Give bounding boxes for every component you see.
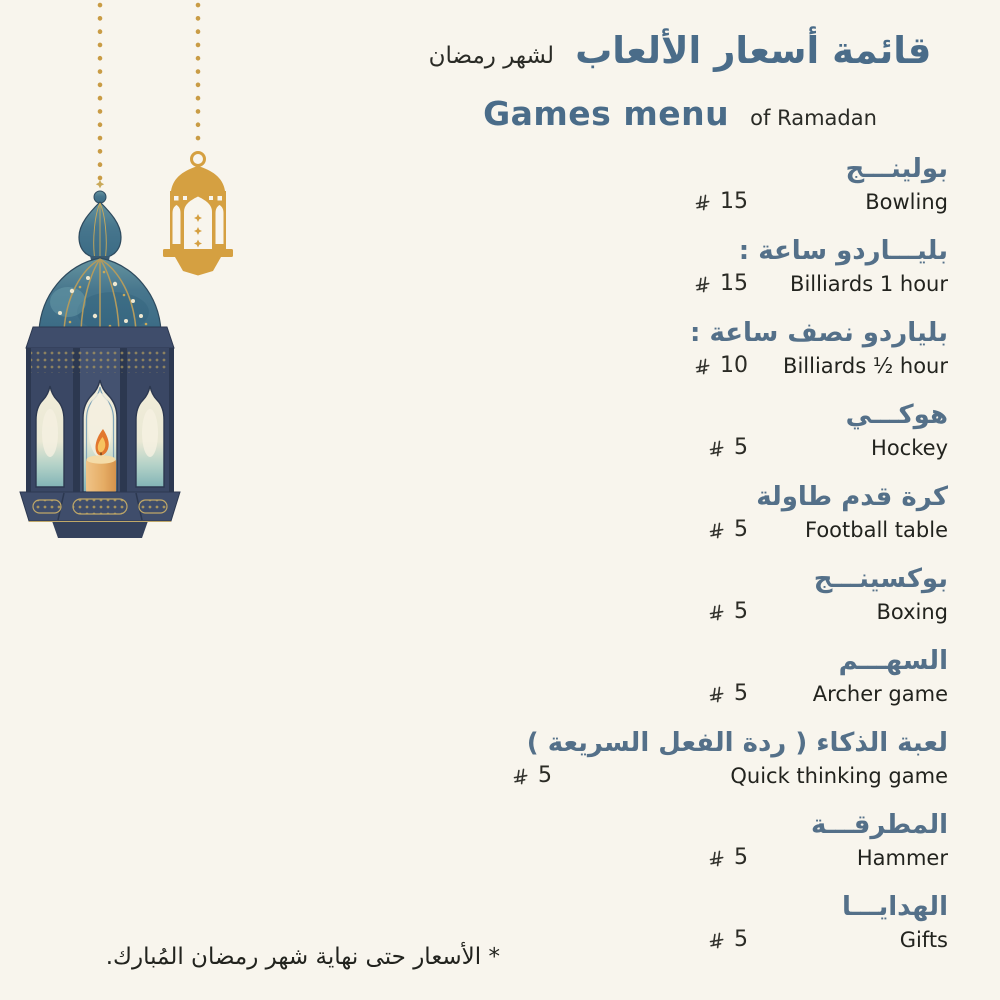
item-price — [695, 351, 748, 381]
item-price-row — [527, 515, 948, 547]
menu-header — [400, 24, 960, 143]
menu-item — [527, 726, 948, 793]
saudi-riyal-icon — [695, 358, 710, 375]
price-value: 5 — [538, 763, 552, 788]
arabic-title-line — [400, 24, 960, 85]
item-price — [695, 187, 748, 217]
item-name-english: Hammer — [856, 846, 948, 870]
gold-lantern — [163, 153, 233, 276]
menu-item — [527, 644, 948, 711]
menu-item — [527, 398, 948, 465]
item-price — [709, 843, 748, 873]
item-price-row — [527, 269, 948, 301]
item-price — [709, 433, 748, 463]
item-name-english: Billiards 1 hour — [790, 272, 948, 296]
item-price-row — [527, 843, 948, 875]
english-title-line — [400, 91, 960, 143]
saudi-riyal-icon — [709, 932, 724, 949]
price-value: 5 — [734, 517, 748, 542]
item-name-arabic: لعبة الذكاء ( ردة الفعل السريعة ) — [526, 728, 948, 758]
price-validity-note: * الأسعار حتى نهاية شهر رمضان المُبارك. — [105, 944, 500, 970]
page-subtitle-english: of Ramadan — [750, 106, 877, 130]
menu-item — [527, 316, 948, 383]
item-name-arabic: السهـــم — [838, 646, 948, 676]
item-price — [709, 515, 748, 545]
item-name-english: Archer game — [812, 682, 948, 706]
item-price-row — [527, 597, 948, 629]
page-subtitle-arabic: لشهر رمضان — [428, 43, 555, 69]
price-value: 5 — [734, 927, 748, 952]
price-value: 10 — [720, 353, 748, 378]
price-value: 15 — [720, 189, 748, 214]
item-price — [709, 597, 748, 627]
item-name-english: Quick thinking game — [730, 764, 948, 788]
item-name-english: Gifts — [899, 928, 948, 952]
menu-item — [527, 562, 948, 629]
item-name-arabic: بوكسينـــج — [813, 564, 948, 594]
menu-item — [527, 890, 948, 957]
item-name-english: Bowling — [865, 190, 948, 214]
item-price-row — [527, 433, 948, 465]
blue-lantern — [20, 180, 180, 538]
item-price-row — [527, 351, 948, 383]
menu-item — [527, 152, 948, 219]
saudi-riyal-icon — [695, 194, 710, 211]
item-name-english: Boxing — [876, 600, 948, 624]
menu-item — [527, 480, 948, 547]
item-name-english: Billiards ½ hour — [783, 354, 948, 378]
price-value: 5 — [734, 599, 748, 624]
price-value: 5 — [734, 681, 748, 706]
saudi-riyal-icon — [709, 440, 724, 457]
price-value: 15 — [720, 271, 748, 296]
item-name-arabic: المطرقـــة — [810, 810, 948, 840]
item-price — [709, 679, 748, 709]
menu-item — [527, 234, 948, 301]
saudi-riyal-icon — [709, 604, 724, 621]
item-price — [513, 761, 552, 791]
finial-star — [96, 180, 104, 188]
item-price-row — [527, 187, 948, 219]
price-list — [527, 152, 948, 972]
saudi-riyal-icon — [695, 276, 710, 293]
item-name-arabic: بلياردو نصف ساعة : — [690, 318, 948, 348]
item-price — [695, 269, 748, 299]
item-name-english: Football table — [805, 518, 948, 542]
item-name-arabic: بولينـــج — [845, 154, 948, 184]
saudi-riyal-icon — [513, 768, 528, 785]
lantern-illustration — [0, 0, 250, 560]
saudi-riyal-icon — [709, 522, 724, 539]
page-title-english: Games menu — [483, 94, 730, 133]
saudi-riyal-icon — [709, 850, 724, 867]
item-name-arabic: كرة قدم طاولة — [756, 482, 948, 512]
saudi-riyal-icon — [709, 686, 724, 703]
menu-item — [527, 808, 948, 875]
item-price-row — [527, 679, 948, 711]
price-value: 5 — [734, 845, 748, 870]
item-name-english: Hockey — [871, 436, 948, 460]
item-name-arabic: هوكـــي — [845, 400, 948, 430]
price-value: 5 — [734, 435, 748, 460]
page-title-arabic: قائمة أسعار الألعاب — [575, 29, 932, 72]
item-price-row — [527, 925, 948, 957]
item-name-arabic: بليـــاردو ساعة : — [738, 236, 948, 266]
item-name-arabic: الهدايـــا — [842, 892, 948, 922]
item-price-row — [527, 761, 948, 793]
item-price — [709, 925, 748, 955]
